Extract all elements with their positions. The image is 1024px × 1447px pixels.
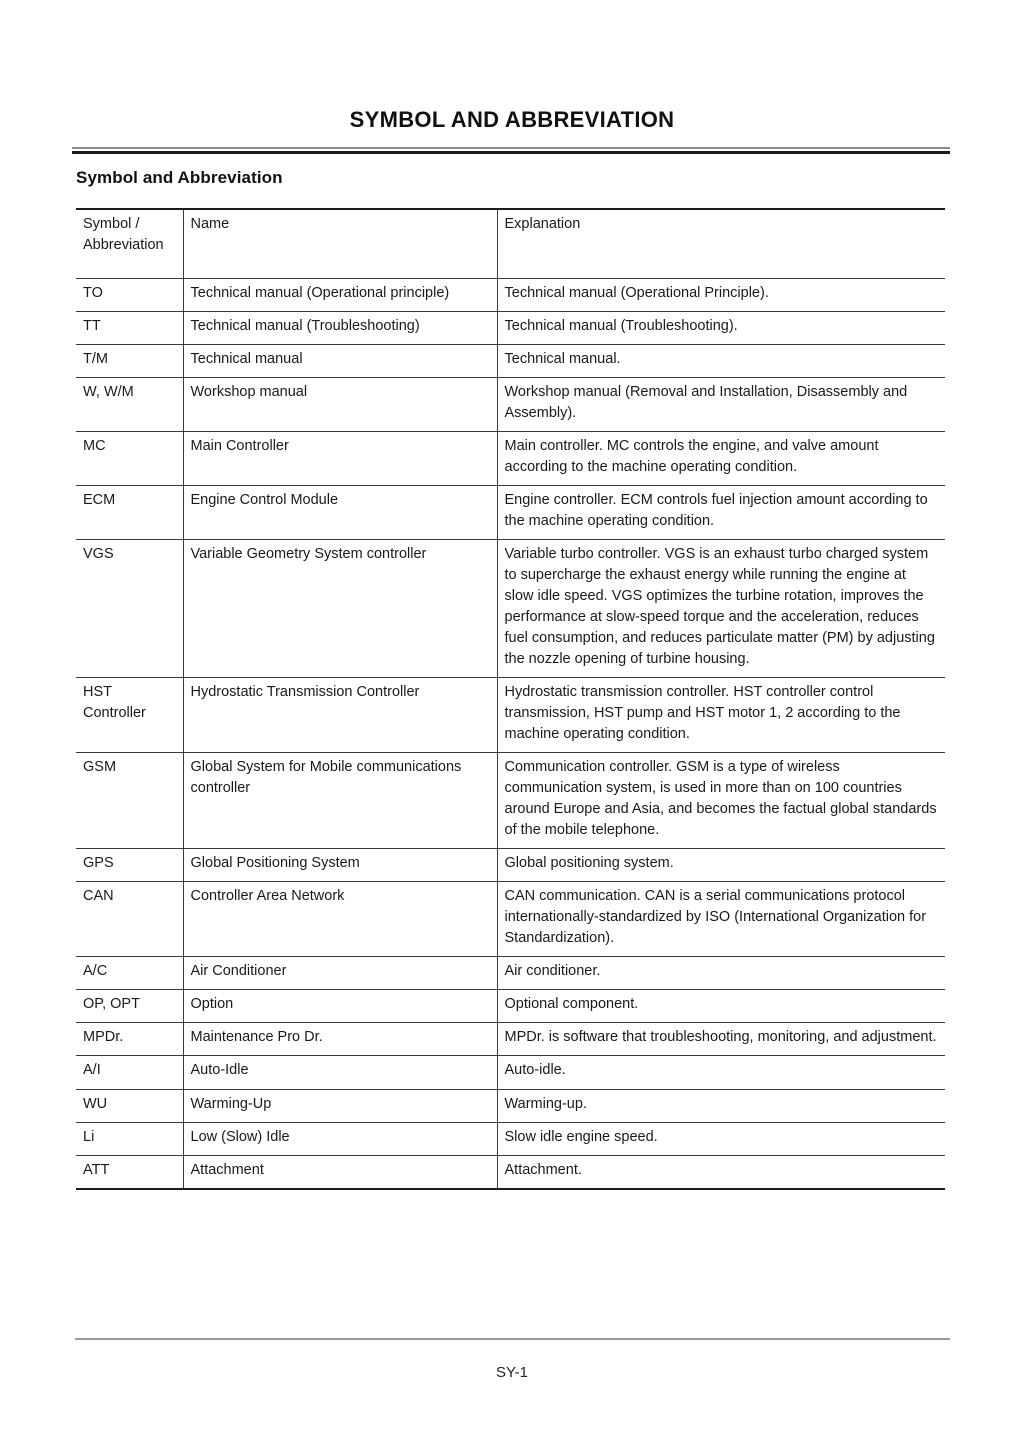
cell-explanation: Main controller. MC controls the engine, and valve amount according to the machine operating condition.	[497, 432, 945, 486]
cell-explanation: Slow idle engine speed.	[497, 1122, 945, 1155]
cell-symbol: Li	[76, 1122, 183, 1155]
table-row	[76, 312, 945, 345]
cell-name: Auto-Idle	[183, 1056, 497, 1089]
column-header-explanation: Explanation	[497, 209, 945, 279]
cell-explanation: Communication controller. GSM is a type of wireless communication system, is used in more than on 100 countries around Europe and Asia, and becomes the factual global standards of the mobile telephone.	[497, 753, 945, 849]
cell-name: Main Controller	[183, 432, 497, 486]
table-row	[76, 849, 945, 882]
cell-symbol: A/I	[76, 1056, 183, 1089]
cell-symbol: MPDr.	[76, 1023, 183, 1056]
cell-symbol: CAN	[76, 882, 183, 957]
table-header-row	[76, 209, 945, 279]
cell-name: Engine Control Module	[183, 486, 497, 540]
table-row	[76, 540, 945, 678]
cell-name: Technical manual (Operational principle)	[183, 279, 497, 312]
header-double-rule	[72, 147, 950, 154]
cell-name: Hydrostatic Transmission Controller	[183, 678, 497, 753]
table-row	[76, 279, 945, 312]
cell-symbol: GPS	[76, 849, 183, 882]
page-title: SYMBOL AND ABBREVIATION	[349, 107, 675, 132]
cell-symbol: HST Controller	[76, 678, 183, 753]
cell-symbol: TO	[76, 279, 183, 312]
cell-symbol: W, W/M	[76, 378, 183, 432]
table-row	[76, 432, 945, 486]
cell-name: Workshop manual	[183, 378, 497, 432]
cell-symbol: MC	[76, 432, 183, 486]
table-row	[76, 753, 945, 849]
cell-symbol: VGS	[76, 540, 183, 678]
table-row	[76, 882, 945, 957]
cell-name: Option	[183, 990, 497, 1023]
cell-symbol: T/M	[76, 345, 183, 378]
cell-explanation: Global positioning system.	[497, 849, 945, 882]
cell-name: Attachment	[183, 1155, 497, 1189]
table-row	[76, 486, 945, 540]
cell-name: Maintenance Pro Dr.	[183, 1023, 497, 1056]
table-row	[76, 1089, 945, 1122]
table-header	[76, 209, 945, 279]
section-heading: Symbol and Abbreviation	[76, 168, 283, 187]
cell-symbol: A/C	[76, 957, 183, 990]
cell-symbol: ATT	[76, 1155, 183, 1189]
cell-symbol: TT	[76, 312, 183, 345]
cell-explanation: Hydrostatic transmission controller. HST controller control transmission, HST pump and HST motor 1, 2 according to the machine operating condition.	[497, 678, 945, 753]
cell-explanation: Technical manual (Operational Principle).	[497, 279, 945, 312]
table-row	[76, 1023, 945, 1056]
cell-symbol: OP, OPT	[76, 990, 183, 1023]
cell-name: Air Conditioner	[183, 957, 497, 990]
cell-explanation: Engine controller. ECM controls fuel injection amount according to the machine operating condition.	[497, 486, 945, 540]
cell-name: Variable Geometry System controller	[183, 540, 497, 678]
cell-name: Low (Slow) Idle	[183, 1122, 497, 1155]
table-row	[76, 1122, 945, 1155]
table-row	[76, 378, 945, 432]
table-row	[76, 1155, 945, 1189]
cell-name: Global Positioning System	[183, 849, 497, 882]
cell-explanation: Workshop manual (Removal and Installation, Disassembly and Assembly).	[497, 378, 945, 432]
cell-name: Technical manual (Troubleshooting)	[183, 312, 497, 345]
column-header-symbol: Symbol / Abbreviation	[76, 209, 183, 279]
cell-symbol: GSM	[76, 753, 183, 849]
cell-name: Warming-Up	[183, 1089, 497, 1122]
header-rule-thick	[72, 151, 950, 154]
column-header-name: Name	[183, 209, 497, 279]
table-row	[76, 345, 945, 378]
cell-explanation: MPDr. is software that troubleshooting, monitoring, and adjustment.	[497, 1023, 945, 1056]
table-row	[76, 1056, 945, 1089]
cell-explanation: Optional component.	[497, 990, 945, 1023]
cell-explanation: Auto-idle.	[497, 1056, 945, 1089]
table-row	[76, 957, 945, 990]
table-row	[76, 990, 945, 1023]
cell-symbol: ECM	[76, 486, 183, 540]
cell-explanation: Attachment.	[497, 1155, 945, 1189]
cell-explanation: CAN communication. CAN is a serial communications protocol internationally-standardized by ISO (International Organization for Standardization).	[497, 882, 945, 957]
cell-name: Controller Area Network	[183, 882, 497, 957]
cell-name: Global System for Mobile communications controller	[183, 753, 497, 849]
footer-rule	[75, 1338, 950, 1340]
page-header	[0, 108, 1024, 138]
cell-explanation: Warming-up.	[497, 1089, 945, 1122]
page-number: SY-1	[496, 1364, 528, 1381]
table-body	[76, 279, 945, 1189]
cell-explanation: Technical manual (Troubleshooting).	[497, 312, 945, 345]
cell-name: Technical manual	[183, 345, 497, 378]
cell-symbol: WU	[76, 1089, 183, 1122]
abbreviation-table-container	[76, 208, 945, 1190]
abbreviation-table	[76, 208, 945, 1190]
table-row	[76, 678, 945, 753]
cell-explanation: Technical manual.	[497, 345, 945, 378]
cell-explanation: Variable turbo controller. VGS is an exhaust turbo charged system to supercharge the exhaust energy while running the engine at slow idle speed. VGS optimizes the turbine rotation, improves the performance at slow-speed torque and the acceleration, reduces fuel consumption, and reduces particulate matter (PM) by adjusting the nozzle opening of turbine housing.	[497, 540, 945, 678]
cell-explanation: Air conditioner.	[497, 957, 945, 990]
